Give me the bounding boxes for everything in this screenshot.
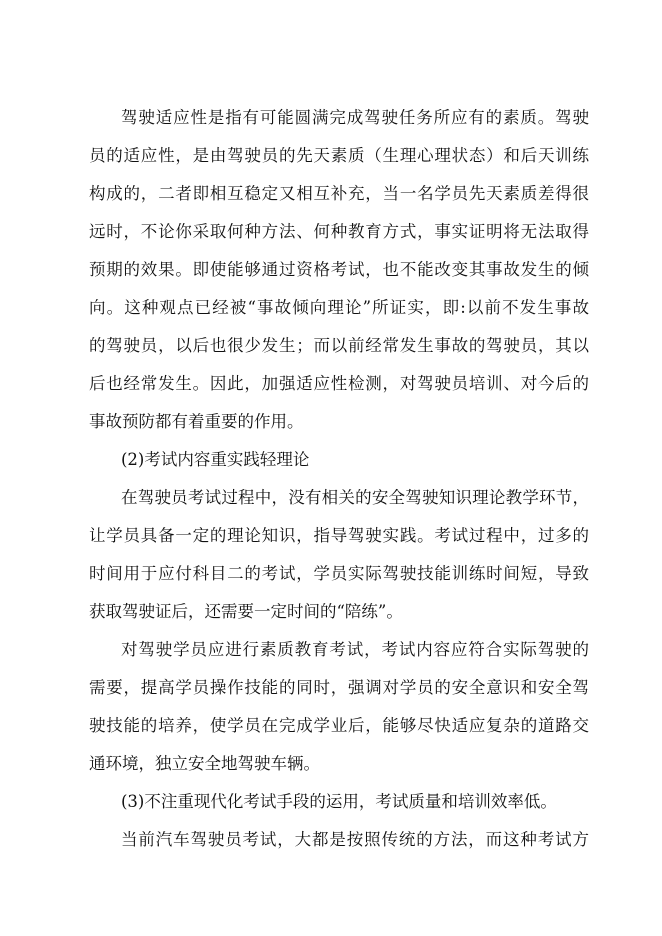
text-line: 向。这种观点已经被“事故倾向理论”所证实，即:以前不发生事故 [89,298,589,317]
text-line: 通环境，独立安全地驾驶车辆。 [89,754,320,773]
text-line: 远时，不论你采取何种方法、何种教育方式，事实证明将无法取得 [89,222,589,241]
text-line: 的驾驶员，以后也很少发生；而以前经常发生事故的驾驶员，其以 [89,336,589,355]
text-line: 后也经常发生。因此，加强适应性检测，对驾驶员培训、对今后的 [89,374,589,393]
text-line: 驾驶适应性是指有可能圆满完成驾驶任务所应有的素质。驾驶 [121,108,589,127]
text-line: 获取驾驶证后，还需要一定时间的“陪练”。 [89,602,403,621]
text-line: 让学员具备一定的理论知识，指导驾驶实践。考试过程中，过多的 [89,526,589,545]
text-line: 预期的效果。即使能够通过资格考试，也不能改变其事故发生的倾 [89,260,589,279]
text-line: 时间用于应付科目二的考试，学员实际驾驶技能训练时间短，导致 [89,564,589,583]
text-line: 需要，提高学员操作技能的同时，强调对学员的安全意识和安全驾 [89,678,589,697]
text-line: 驶技能的培养，使学员在完成学业后，能够尽快适应复杂的道路交 [89,716,589,735]
text-line: 构成的，二者即相互稳定又相互补充，当一名学员先天素质差得很 [89,184,589,203]
text-line: 当前汽车驾驶员考试，大都是按照传统的方法，而这种考试方 [121,830,589,849]
text-line: 员的适应性，是由驾驶员的先天素质（生理心理状态）和后天训练 [89,146,589,165]
text-line: 事故预防都有着重要的作用。 [89,412,304,431]
section-heading: (2)考试内容重实践轻理论 [121,450,310,469]
text-line: 在驾驶员考试过程中，没有相关的安全驾驶知识理论教学环节， [121,488,589,507]
section-heading: (3)不注重现代化考试手段的运用，考试质量和培训效率低。 [121,792,557,811]
text-line: 对驾驶学员应进行素质教育考试，考试内容应符合实际驾驶的 [121,640,589,659]
